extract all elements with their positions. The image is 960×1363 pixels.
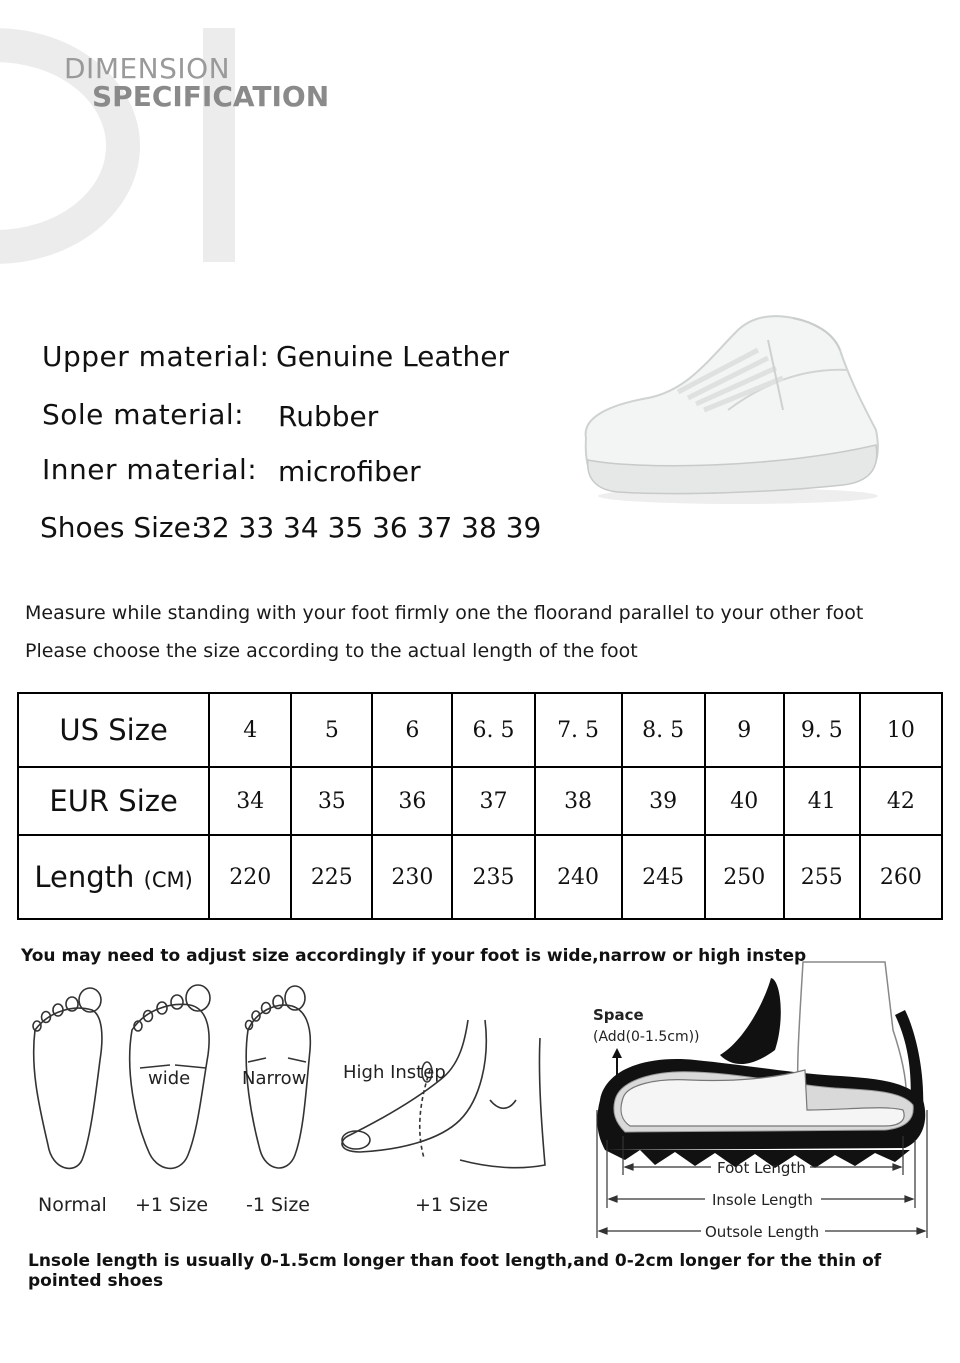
- table-cell: 235: [452, 835, 534, 919]
- table-cell: 37: [452, 767, 534, 835]
- row-header-length-label: Length: [34, 860, 135, 894]
- row-header-eur: EUR Size: [18, 767, 209, 835]
- adjust-size-note: You may need to adjust size accordingly if your foot is wide,narrow or high instep: [21, 946, 807, 966]
- table-cell: 250: [705, 835, 784, 919]
- section-title-line1: DIMENSION: [64, 52, 231, 85]
- spec-label-sizes: Shoes Size:: [40, 511, 201, 544]
- insole-length-label: Insole Length: [712, 1191, 813, 1209]
- table-cell: 6. 5: [452, 693, 534, 767]
- table-cell: 36: [372, 767, 452, 835]
- table-cell: 6: [372, 693, 452, 767]
- table-cell: 9: [705, 693, 784, 767]
- insole-length-diagram: [585, 960, 935, 1250]
- table-cell: 10: [860, 693, 942, 767]
- normal-foot-icon: [33, 988, 102, 1168]
- size-chart-table: [17, 692, 943, 920]
- high-instep-label: High Instep: [343, 1062, 446, 1083]
- foot-length-label: Foot Length: [717, 1159, 806, 1177]
- table-row-length: [18, 835, 942, 919]
- table-cell: 225: [291, 835, 372, 919]
- table-cell: 35: [291, 767, 372, 835]
- row-header-us: US Size: [18, 693, 209, 767]
- table-cell: 220: [209, 835, 291, 919]
- row-header-length-unit: (CM): [143, 868, 193, 892]
- choose-instruction: Please choose the size according to the actual length of the foot: [25, 640, 638, 662]
- outsole-length-label: Outsole Length: [705, 1223, 820, 1241]
- spec-value-upper: Genuine Leather: [276, 340, 510, 373]
- table-cell: 245: [622, 835, 705, 919]
- table-cell: 34: [209, 767, 291, 835]
- sneaker-image: [578, 310, 883, 510]
- table-cell: 40: [705, 767, 784, 835]
- spec-label-sole: Sole material:: [42, 398, 245, 431]
- table-row-eur: [18, 767, 942, 835]
- spec-value-inner: microfiber: [278, 455, 421, 488]
- measure-instruction: Measure while standing with your foot firmly one the floorand parallel to your other foot: [25, 602, 864, 624]
- caption-narrow: -1 Size: [246, 1194, 310, 1216]
- table-cell: 9. 5: [784, 693, 860, 767]
- caption-wide: +1 Size: [135, 1194, 209, 1216]
- table-cell: 240: [535, 835, 622, 919]
- table-cell: 5: [291, 693, 372, 767]
- high-instep-foot-icon: [342, 1020, 545, 1168]
- table-cell: 8. 5: [622, 693, 705, 767]
- table-cell: 41: [784, 767, 860, 835]
- table-cell: 255: [784, 835, 860, 919]
- space-title: Space: [593, 1006, 644, 1024]
- table-cell: 38: [535, 767, 622, 835]
- table-cell: 42: [860, 767, 942, 835]
- narrow-label: Narrow: [242, 1068, 307, 1089]
- wide-label: wide: [148, 1068, 191, 1089]
- spec-label-inner: Inner material:: [42, 453, 258, 486]
- table-cell: 7. 5: [535, 693, 622, 767]
- foot-type-illustrations: [20, 980, 560, 1180]
- table-cell: 230: [372, 835, 452, 919]
- table-row-us: [18, 693, 942, 767]
- spec-label-upper: Upper material:: [42, 340, 270, 373]
- caption-normal: Normal: [38, 1194, 107, 1216]
- spec-value-sole: Rubber: [278, 400, 379, 433]
- table-cell: 39: [622, 767, 705, 835]
- table-cell: 4: [209, 693, 291, 767]
- table-cell: 260: [860, 835, 942, 919]
- spec-value-sizes: 32 33 34 35 36 37 38 39: [194, 511, 542, 544]
- space-sub: (Add(0-1.5cm)): [593, 1029, 700, 1045]
- row-header-length: [18, 835, 209, 919]
- section-title-line2: SPECIFICATION: [92, 80, 330, 113]
- caption-instep: +1 Size: [415, 1194, 489, 1216]
- insole-length-note: Lnsole length is usually 0-1.5cm longer than foot length,and 0-2cm longer for the thin of pointed shoes: [28, 1251, 882, 1291]
